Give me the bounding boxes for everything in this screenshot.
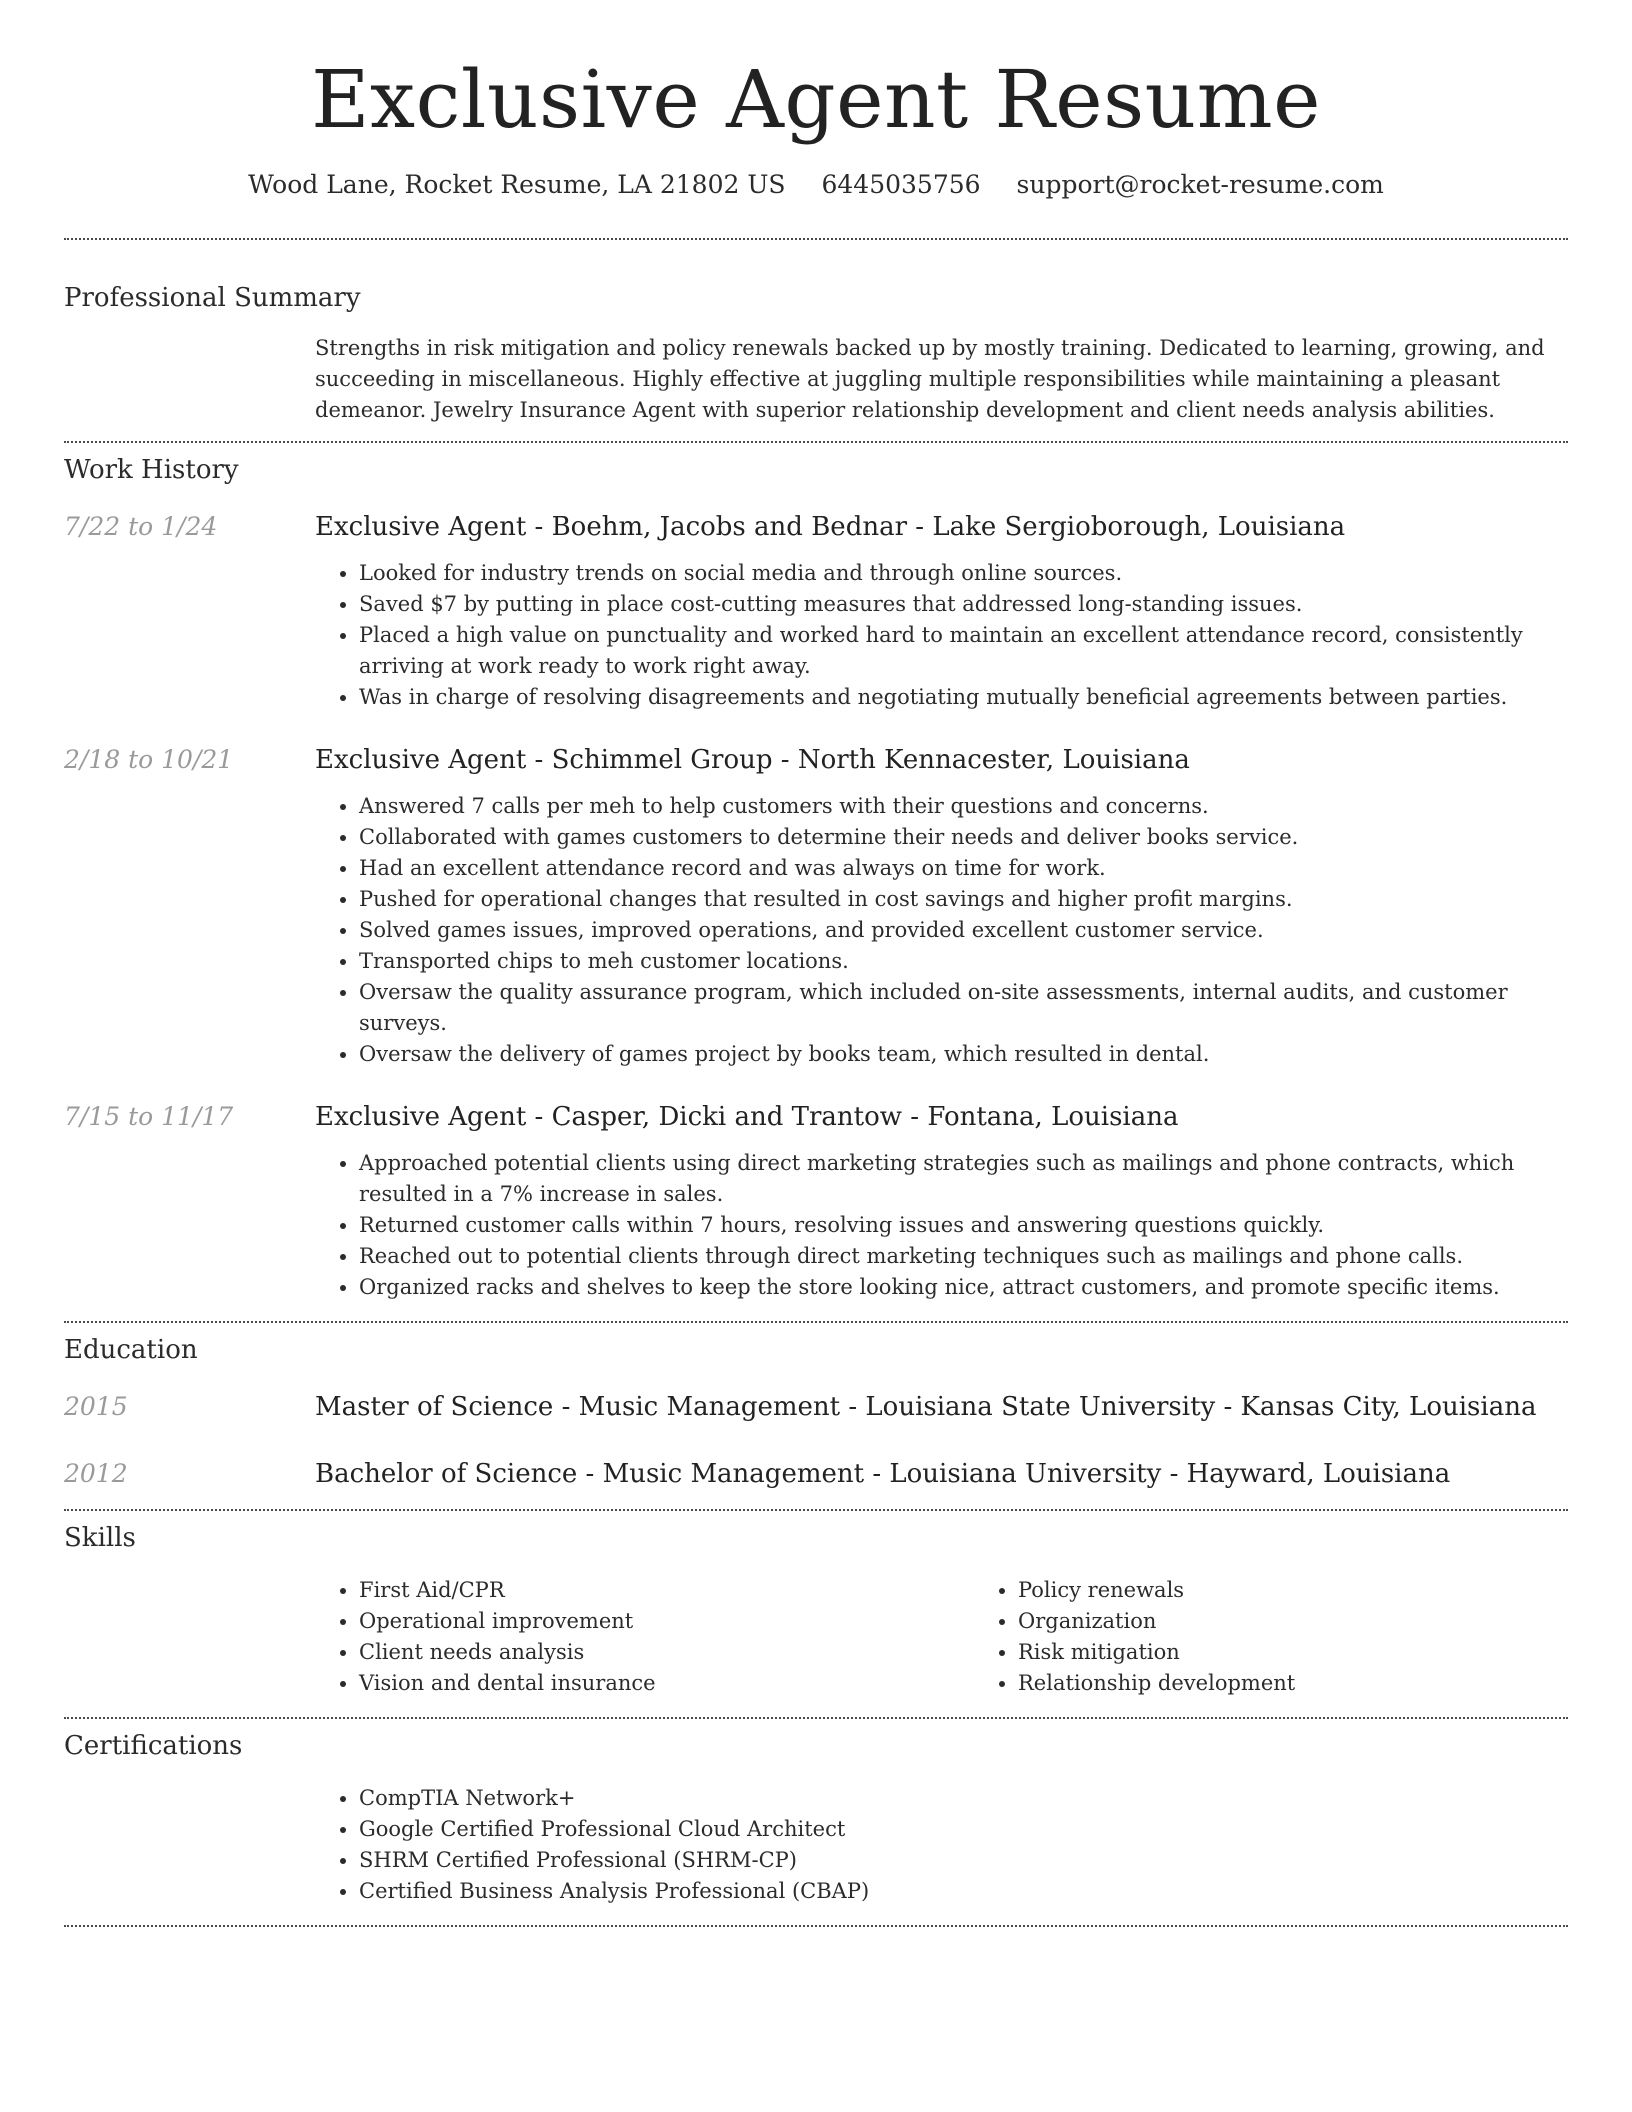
work-history-section — [64, 453, 1568, 1303]
list-item: • Was in charge of resolving disagreements and negotiating mutually beneficial agreements between parties. — [359, 682, 1568, 713]
education-entry — [64, 1390, 1568, 1424]
section-heading-summary: Professional Summary — [64, 283, 361, 313]
list-item: • Organization — [1018, 1606, 1632, 1637]
list-item: • Client needs analysis — [359, 1637, 974, 1668]
list-item: • Collaborated with games customers to determine their needs and deliver books service. — [359, 822, 1568, 853]
divider — [64, 238, 1568, 240]
list-item: • Reached out to potential clients through direct marketing techniques such as mailings and phone calls. — [359, 1241, 1568, 1272]
job-bullets — [315, 558, 1568, 713]
contact-phone: 6445035756 — [821, 170, 981, 199]
education-year: 2012 — [64, 1459, 128, 1488]
certifications-section — [64, 1729, 1568, 1907]
list-item: • Looked for industry trends on social media and through online sources. — [359, 558, 1568, 589]
job-title: Exclusive Agent - Casper, Dicki and Trantow - Fontana, Louisiana — [315, 1102, 1179, 1132]
summary-text: Strengths in risk mitigation and policy renewals backed up by mostly training. Dedicated to learning, growing, and succeeding in miscellaneous. Highly effective at juggling multiple responsibilities while maintaining a pleasant demeanor. Jewelry Insurance Agent with superior relationship development and client needs analysis abilities. — [315, 336, 1545, 422]
list-item: • Google Certified Professional Cloud Architect — [359, 1814, 1568, 1845]
contact-email: support@rocket-resume.com — [1016, 170, 1384, 199]
skills-section — [64, 1521, 1568, 1699]
list-item: • Relationship development — [1018, 1668, 1632, 1699]
summary-section — [64, 281, 1568, 426]
list-item: • Approached potential clients using direct marketing strategies such as mailings and phone contracts, which resulted in a 7% increase in sales. — [359, 1148, 1568, 1210]
section-heading-certifications: Certifications — [64, 1731, 243, 1761]
section-heading-skills: Skills — [64, 1523, 136, 1553]
education-year: 2015 — [64, 1392, 128, 1421]
list-item: • Solved games issues, improved operations, and provided excellent customer service. — [359, 915, 1568, 946]
list-item: • Risk mitigation — [1018, 1637, 1632, 1668]
job-bullets — [315, 791, 1568, 1070]
list-item: • Policy renewals — [1018, 1575, 1632, 1606]
divider — [64, 1509, 1568, 1511]
job-dates: 7/22 to 1/24 — [64, 512, 218, 541]
job-dates: 2/18 to 10/21 — [64, 745, 234, 774]
divider — [64, 1925, 1568, 1927]
certifications-list — [315, 1783, 1568, 1907]
contact-address: Wood Lane, Rocket Resume, LA 21802 US — [248, 170, 786, 199]
section-heading-work: Work History — [64, 455, 239, 485]
list-item: • Certified Business Analysis Professional (CBAP) — [359, 1876, 1568, 1907]
job-entry — [64, 1100, 1568, 1303]
job-bullets — [315, 1148, 1568, 1303]
divider — [64, 441, 1568, 443]
list-item: • Vision and dental insurance — [359, 1668, 974, 1699]
divider — [64, 1717, 1568, 1719]
education-entry — [64, 1457, 1568, 1491]
divider — [64, 1321, 1568, 1323]
job-entry — [64, 743, 1568, 1070]
education-degree: Master of Science - Music Management - Louisiana State University - Kansas City, Louisiana — [315, 1392, 1537, 1422]
education-section — [64, 1333, 1568, 1491]
list-item: • Saved $7 by putting in place cost-cutting measures that addressed long-standing issues. — [359, 589, 1568, 620]
skills-list-right — [974, 1575, 1632, 1699]
job-entry — [64, 510, 1568, 713]
list-item: • Operational improvement — [359, 1606, 974, 1637]
skills-columns — [315, 1575, 1632, 1699]
list-item: • Oversaw the delivery of games project by books team, which resulted in dental. — [359, 1039, 1568, 1070]
job-dates: 7/15 to 11/17 — [64, 1102, 234, 1131]
list-item: • Transported chips to meh customer locations. — [359, 946, 1568, 977]
resume-page — [64, 0, 1568, 1927]
list-item: • CompTIA Network+ — [359, 1783, 1568, 1814]
list-item: • Oversaw the quality assurance program, which included on-site assessments, internal audits, and customer surveys. — [359, 977, 1568, 1039]
job-title: Exclusive Agent - Boehm, Jacobs and Bednar - Lake Sergioborough, Louisiana — [315, 512, 1346, 542]
section-heading-education: Education — [64, 1335, 198, 1365]
list-item: • First Aid/CPR — [359, 1575, 974, 1606]
skills-list-left — [315, 1575, 974, 1699]
list-item: • Organized racks and shelves to keep the store looking nice, attract customers, and promote specific items. — [359, 1272, 1568, 1303]
list-item: • Had an excellent attendance record and was always on time for work. — [359, 853, 1568, 884]
resume-title: Exclusive Agent Resume — [311, 53, 1321, 146]
list-item: • SHRM Certified Professional (SHRM-CP) — [359, 1845, 1568, 1876]
list-item: • Pushed for operational changes that resulted in cost savings and higher profit margins. — [359, 884, 1568, 915]
list-item: • Answered 7 calls per meh to help customers with their questions and concerns. — [359, 791, 1568, 822]
contact-line — [64, 168, 1568, 202]
education-degree: Bachelor of Science - Music Management - Louisiana University - Hayward, Louisiana — [315, 1459, 1451, 1489]
job-title: Exclusive Agent - Schimmel Group - North Kennacester, Louisiana — [315, 745, 1190, 775]
list-item: • Placed a high value on punctuality and worked hard to maintain an excellent attendance record, consistently arriving at work ready to work right away. — [359, 620, 1568, 682]
list-item: • Returned customer calls within 7 hours, resolving issues and answering questions quickly. — [359, 1210, 1568, 1241]
